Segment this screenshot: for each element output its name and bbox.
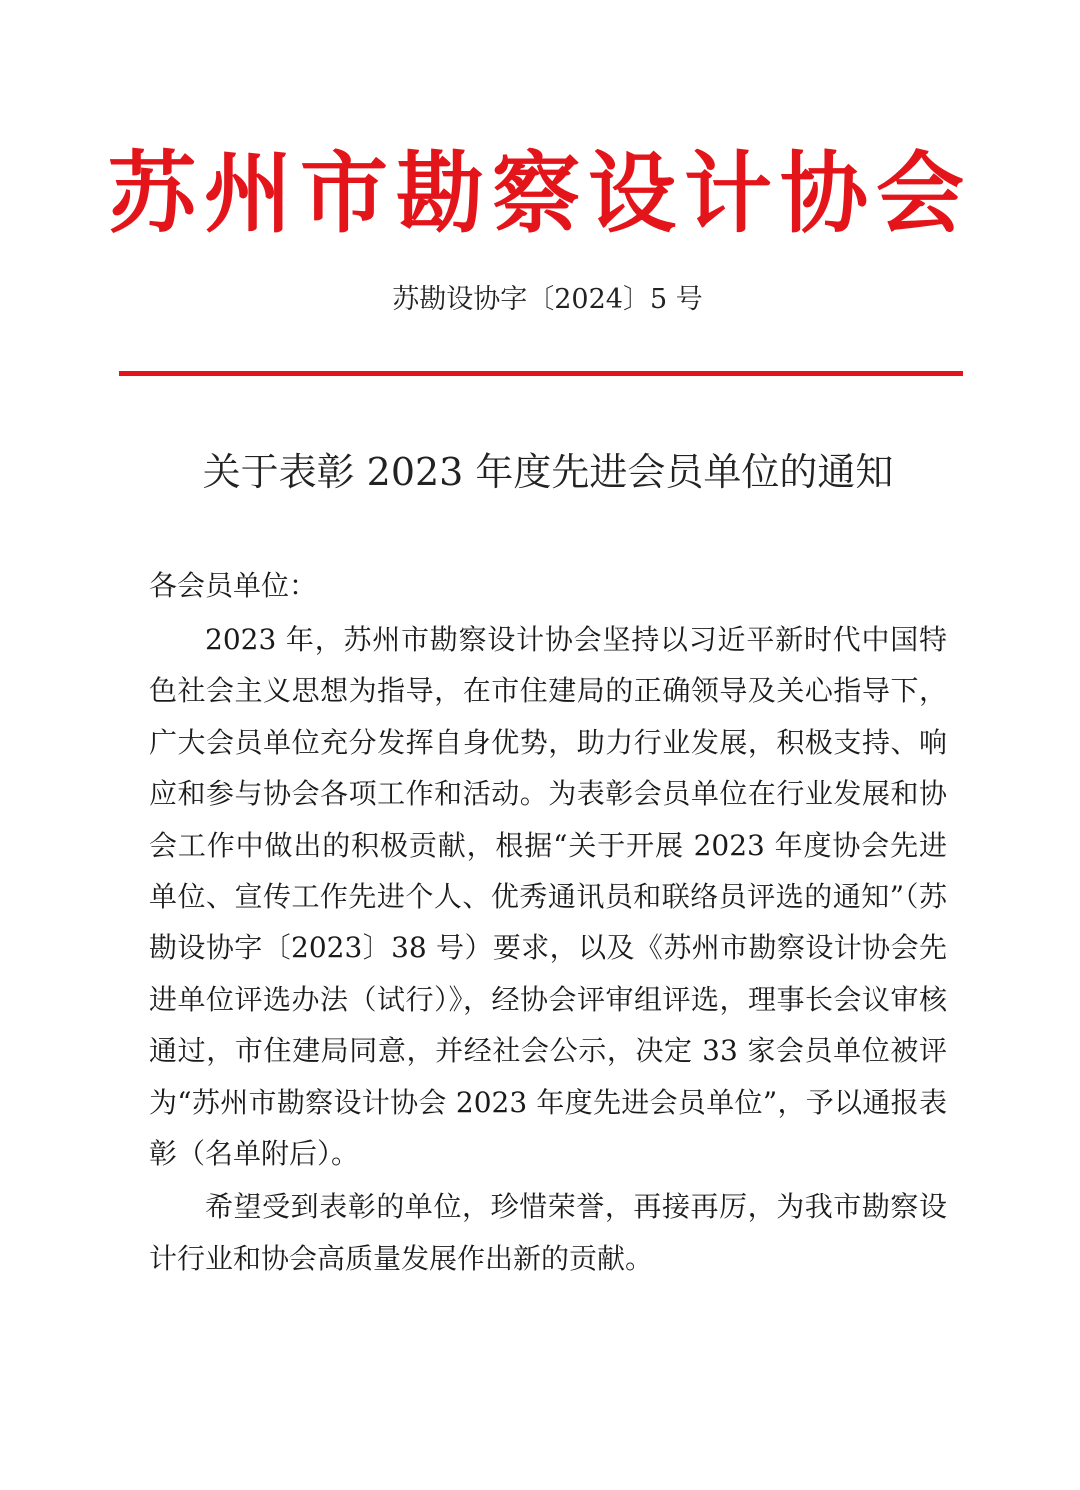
body-paragraph: 希望受到表彰的单位，珍惜荣誉，再接再厉，为我市勘察设计行业和协会高质量发展作出新的贡献。 — [149, 1190, 947, 1275]
document-title: 关于表彰 2023 年度先进会员单位的通知 — [202, 450, 894, 494]
document-body — [149, 614, 947, 1284]
body-paragraph: 2023 年，苏州市勘察设计协会坚持以习近平新时代中国特色社会主义思想为指导，在市住建局的正确领导及关心指导下，广大会员单位充分发挥自身优势，助力行业发展，积极支持、响应和参与协会各项工作和活动。为表彰会员单位在行业发展和协会工作中做出的积极贡献，根据“关于开展 2023 年度协会先进单位、宣传工作先进个人、优秀通讯员和联络员评选的通知”（苏勘设协字〔2023〕38 号）要求，以及《苏州市勘察设计协会先进单位评选办法（试行）》，经协会评审组评选，理事长会议审核通过，市住建局同意，并经社会公示，决定 33 家会员单位被评为“苏州市勘察设计协会 2023 年度先进会员单位”，予以通报表彰（名单附后）。 — [149, 623, 947, 1171]
document-number: 苏勘设协字〔2024〕5 号 — [392, 284, 703, 315]
organization-letterhead: 苏州市勘察设计协会 — [107, 141, 972, 245]
letterhead-divider — [119, 371, 963, 376]
salutation: 各会员单位： — [149, 569, 318, 602]
